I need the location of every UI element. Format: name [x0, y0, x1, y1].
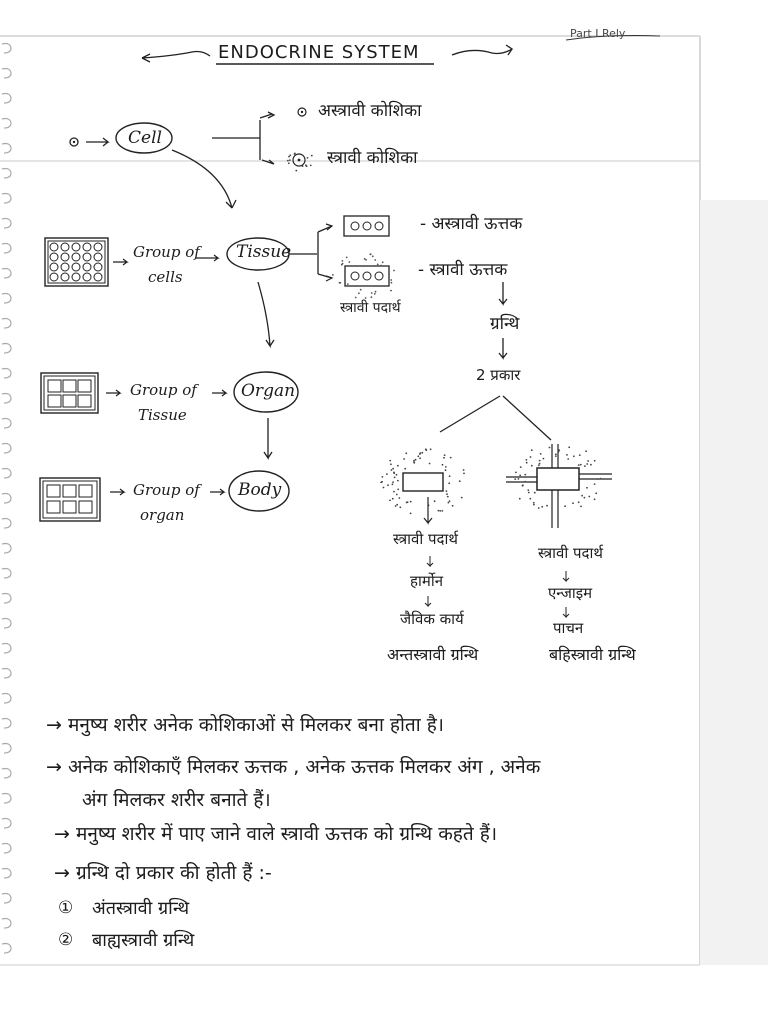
title-swash-left — [142, 52, 210, 63]
non-secretory-cell-label: अस्त्रावी कोशिका — [318, 101, 422, 121]
hormone-label: हार्मोन — [410, 572, 444, 590]
secretory-tissue-label: - स्त्रावी ऊत्तक — [418, 260, 508, 280]
corner-note: Part I Rely — [570, 27, 626, 40]
group-of-tissue-label-2: Tissue — [138, 406, 187, 424]
title-swash-right — [452, 45, 512, 55]
group-of-cells-label-1: Group of — [133, 243, 200, 261]
two-types-label: 2 प्रकार — [476, 366, 521, 384]
group-of-organ-label-2: organ — [140, 506, 185, 524]
note-line-1: → मनुष्य शरीर अनेक कोशिकाओं से मिलकर बना होता है। — [46, 714, 445, 736]
exocrine-substance-label: स्त्रावी पदार्थ — [538, 544, 603, 562]
group-of-cells-label-2: cells — [148, 268, 183, 286]
spiral-binding — [2, 44, 11, 954]
organ-node-label: Organ — [241, 381, 296, 401]
note-line-4: → ग्रन्थि दो प्रकार की होती हैं :- — [54, 862, 272, 884]
biological-function-label: जैविक कार्य — [400, 610, 464, 628]
cell-node-label: Cell — [128, 128, 162, 148]
digestion-label: पाचन — [553, 619, 584, 637]
note-line-2b: अंग मिलकर शरीर बनाते हैं। — [82, 789, 271, 811]
enzyme-label: एन्जाइम — [548, 584, 593, 602]
list-item-2: बाह्यस्त्रावी ग्रन्थि — [92, 930, 195, 951]
exocrine-gland-shape — [537, 468, 579, 490]
non-secretory-tissue-label: - अस्त्रावी ऊत्तक — [420, 214, 523, 234]
tissue-node-label: Tissue — [236, 242, 292, 262]
gland-label: ग्रन्थि — [490, 314, 520, 334]
exocrine-gland-label: बहिस्त्रावी ग्रन्थि — [549, 645, 636, 664]
group-of-organ-label-1: Group of — [133, 481, 200, 499]
page-title: ENDOCRINE SYSTEM — [218, 42, 420, 63]
endocrine-gland-label: अन्तस्त्रावी ग्रन्थि — [387, 645, 479, 664]
endocrine-substance-label: स्त्रावी पदार्थ — [393, 530, 458, 548]
group-of-tissue-label-1: Group of — [130, 381, 197, 399]
body-node-label: Body — [238, 480, 282, 500]
note-line-2a: → अनेक कोशिकाएँ मिलकर ऊत्तक , अनेक ऊत्तक मिलकर अंग , अनेक — [46, 756, 541, 778]
list-number-2: ② — [58, 930, 74, 950]
list-number-1: ① — [58, 898, 74, 918]
secretory-substance-label: स्त्रावी पदार्थ — [340, 300, 401, 316]
endocrine-gland-shape — [403, 473, 443, 491]
list-item-1: अंतस्त्रावी ग्रन्थि — [92, 898, 190, 919]
note-line-3: → मनुष्य शरीर में पाए जाने वाले स्त्रावी ऊत्तक को ग्रन्थि कहते हैं। — [54, 823, 498, 845]
secretory-cell-label: स्त्रावी कोशिका — [327, 148, 418, 168]
